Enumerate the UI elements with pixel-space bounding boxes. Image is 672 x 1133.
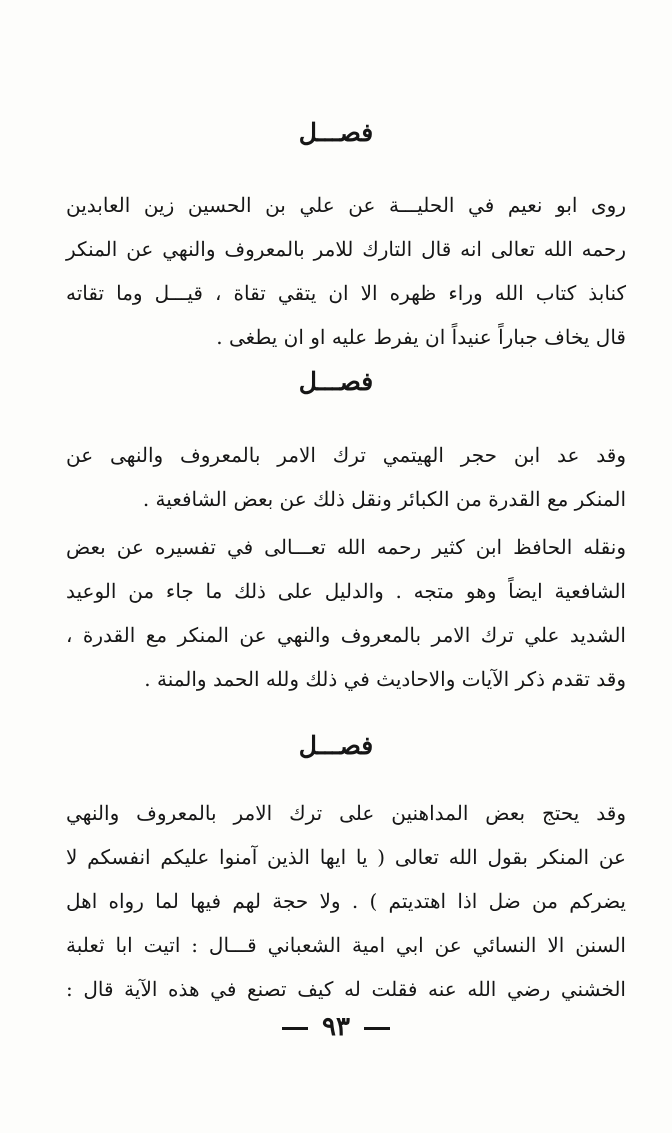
- text-line: رحمه الله تعالى انه قال التارك للامر بالمعروف والنهي عن المنكر: [66, 237, 626, 261]
- text-line: المنكر مع القدرة من الكبائر ونقل ذلك عن بعض الشافعية .: [142, 487, 626, 511]
- page-number: [0, 1012, 672, 1042]
- paragraph: [66, 183, 626, 359]
- text-line: السنن الا النسائي عن ابي امية الشعباني قـــال : اتيت ابا ثعلبة: [66, 933, 626, 957]
- text-line: قال يخاف جباراً عنيداً ان يفرط عليه او ان يطغى .: [216, 325, 626, 349]
- dash-right: [364, 1027, 390, 1030]
- text-line: الشديد علي ترك الامر بالمعروف والنهي عن المنكر مع القدرة ،: [66, 623, 626, 647]
- text-line: الخشني رضي الله عنه فقلت له كيف تصنع في هذه الآية قال :: [66, 977, 626, 1001]
- text-line: كنابذ كتاب الله وراء ظهره الا ان يتقي تقاة ، قيـــل وما تقاته: [66, 281, 626, 305]
- paragraph: [66, 791, 626, 1011]
- paragraph: [66, 525, 626, 701]
- paragraph: [66, 433, 626, 521]
- section-heading: فصـــل: [298, 118, 374, 147]
- page-number-value: ٩٣: [322, 1012, 350, 1042]
- text-line: روى ابو نعيم في الحليـــة عن علي بن الحسين زين العابدين: [66, 193, 626, 217]
- dash-left: [282, 1027, 308, 1030]
- text-line: عن المنكر بقول الله تعالى ( يا ايها الذين آمنوا عليكم انفسكم لا: [66, 845, 626, 869]
- text-line: وقد تقدم ذكر الآيات والاحاديث في ذلك ولله الحمد والمنة .: [144, 667, 626, 691]
- text-line: الشافعية ايضاً وهو متجه . والدليل على ذلك ما جاء من الوعيد: [66, 579, 626, 603]
- text-line: وقد عد ابن حجر الهيتمي ترك الامر بالمعروف والنهى عن: [66, 443, 626, 467]
- text-line: وقد يحتج بعض المداهنين على ترك الامر بالمعروف والنهي: [66, 801, 626, 825]
- section-heading: فصـــل: [298, 367, 374, 396]
- section-heading: فصـــل: [298, 731, 374, 760]
- text-line: يضركم من ضل اذا اهتديتم ) . ولا حجة لهم فيها لما رواه اهل: [66, 889, 626, 913]
- text-line: ونقله الحافظ ابن كثير رحمه الله تعـــالى في تفسيره عن بعض: [66, 535, 626, 559]
